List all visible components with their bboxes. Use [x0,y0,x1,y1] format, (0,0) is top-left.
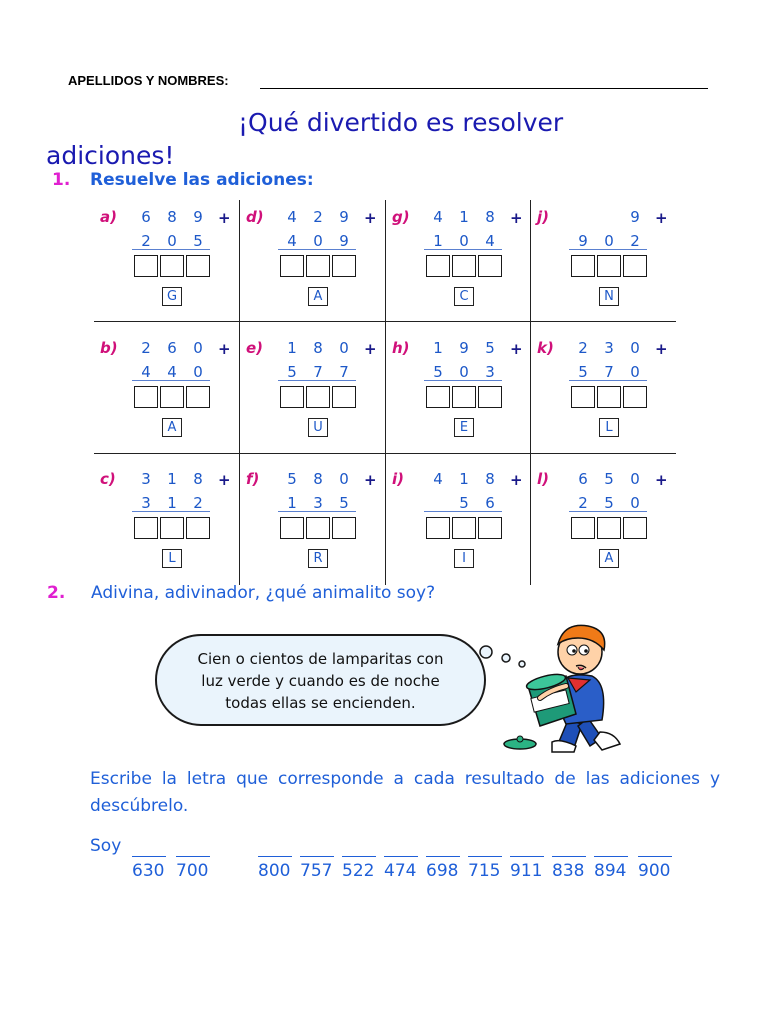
answer-blank[interactable] [342,838,376,857]
sum-line [424,380,502,381]
answer-blank[interactable] [510,838,544,857]
top-digit: 8 [167,208,177,226]
plus-sign: + [364,471,377,489]
code-letter: C [454,287,474,306]
top-digit: 1 [459,470,469,488]
problem-letter: h) [392,339,410,357]
addition-problem [240,462,385,590]
addition-problem [94,331,239,459]
answer-digit-box[interactable] [571,386,595,408]
result-number: 715 [468,861,501,881]
top-digit: 6 [167,339,177,357]
problem-letter: j) [537,208,549,226]
plus-sign: + [218,471,231,489]
bottom-digit: 5 [578,363,588,381]
top-digit: 9 [630,208,640,226]
top-digit: 8 [313,470,323,488]
answer-digit-box[interactable] [452,255,476,277]
answer-digit-box[interactable] [306,255,330,277]
bottom-digit: 7 [313,363,323,381]
sum-line [278,249,356,250]
answer-digit-box[interactable] [160,255,184,277]
top-digit: 2 [313,208,323,226]
addition-problem [240,200,385,328]
plus-sign: + [510,471,523,489]
answer-blank[interactable] [132,838,166,857]
bottom-digit: 0 [630,363,640,381]
answer-blank[interactable] [176,838,210,857]
result-number: 700 [176,861,209,881]
top-digit: 4 [287,208,297,226]
bottom-digit: 5 [433,363,443,381]
addition-problem [386,331,531,459]
problem-letter: a) [100,208,117,226]
bottom-digit: 1 [433,232,443,250]
riddle-speech-bubble [155,634,486,726]
bottom-digit: 7 [604,363,614,381]
bottom-digit: 7 [339,363,349,381]
section-1-number: 1. [52,170,71,190]
answer-digit-box[interactable] [134,255,158,277]
plus-sign: + [655,471,668,489]
sum-line [132,511,210,512]
code-letter: L [162,549,182,568]
bottom-digit: 5 [287,363,297,381]
answer-digit-box[interactable] [478,255,502,277]
top-digit: 5 [485,339,495,357]
top-digit: 6 [141,208,151,226]
problem-letter: i) [392,470,404,488]
problem-letter: f) [246,470,260,488]
result-number: 630 [132,861,165,881]
title-line-1: ¡Qué divertido es resolver [238,108,564,137]
code-letter: A [162,418,182,437]
bottom-digit: 2 [141,232,151,250]
result-number: 698 [426,861,459,881]
result-number: 757 [300,861,333,881]
top-digit: 8 [485,470,495,488]
answer-digit-box[interactable] [597,255,621,277]
bottom-digit: 0 [459,232,469,250]
top-digit: 5 [604,470,614,488]
top-digit: 0 [339,339,349,357]
answer-digit-box[interactable] [623,386,647,408]
answer-digit-box[interactable] [426,517,450,539]
top-digit: 4 [433,208,443,226]
top-digit: 9 [339,208,349,226]
plus-sign: + [655,209,668,227]
top-digit: 0 [630,470,640,488]
plus-sign: + [364,209,377,227]
code-letter: I [454,549,474,568]
top-digit: 2 [578,339,588,357]
addition-problem [386,200,531,328]
answer-digit-box[interactable] [280,386,304,408]
answer-digit-box[interactable] [452,386,476,408]
sum-line [569,380,647,381]
problem-letter: k) [537,339,554,357]
sum-line [424,249,502,250]
top-digit: 8 [313,339,323,357]
result-number: 474 [384,861,417,881]
bottom-digit: 4 [167,363,177,381]
section-2-text: Adivina, adivinador, ¿qué animalito soy? [91,583,436,603]
answer-blank[interactable] [552,838,586,857]
result-number: 894 [594,861,627,881]
bottom-digit: 4 [141,363,151,381]
addition-problem [531,331,676,459]
bottom-digit: 2 [193,494,203,512]
sum-line [569,511,647,512]
bottom-digit: 9 [578,232,588,250]
problem-letter: d) [246,208,264,226]
problem-letter: b) [100,339,118,357]
bottom-digit: 2 [578,494,588,512]
code-letter: L [599,418,619,437]
addition-problem [240,331,385,459]
sum-line [569,249,647,250]
answer-digit-box[interactable] [597,386,621,408]
riddle-line: luz verde y cuando es de noche [201,672,440,690]
bottom-digit: 6 [485,494,495,512]
top-digit: 1 [433,339,443,357]
problem-letter: g) [392,208,410,226]
answer-digit-box[interactable] [332,517,356,539]
answer-digit-box[interactable] [306,517,330,539]
top-digit: 3 [141,470,151,488]
addition-problem [386,462,531,590]
answer-digit-box[interactable] [332,255,356,277]
answer-blank[interactable] [384,838,418,857]
sum-line [278,511,356,512]
bottom-digit: 3 [313,494,323,512]
bottom-digit: 1 [167,494,177,512]
plus-sign: + [218,340,231,358]
bottom-digit: 3 [141,494,151,512]
code-letter: E [454,418,474,437]
answer-prefix: Soy [90,836,122,856]
bottom-digit: 0 [459,363,469,381]
sum-line [132,380,210,381]
boy-with-jar-illustration [470,620,640,760]
plus-sign: + [655,340,668,358]
addition-problem [531,200,676,328]
riddle-line: todas ellas se encienden. [225,694,416,712]
page-title [46,106,626,172]
result-number: 900 [638,861,671,881]
top-digit: 3 [604,339,614,357]
plus-sign: + [510,209,523,227]
top-digit: 2 [141,339,151,357]
section-2-number: 2. [47,583,66,603]
bottom-digit: 9 [339,232,349,250]
code-letter: R [308,549,328,568]
top-digit: 9 [193,208,203,226]
instruction-text: Escribe la letra que corresponde a cada resultado de las adiciones y descúbrelo. [90,769,720,816]
answer-digit-box[interactable] [623,517,647,539]
riddle-line: Cien o cientos de lamparitas con [197,650,444,668]
code-letter: A [599,549,619,568]
answer-digit-box[interactable] [134,517,158,539]
problem-letter: e) [246,339,264,357]
bottom-digit: 0 [604,232,614,250]
section-1-text: Resuelve las adiciones: [90,170,314,190]
top-digit: 4 [433,470,443,488]
top-digit: 0 [193,339,203,357]
answer-digit-box[interactable] [426,255,450,277]
answer-digit-box[interactable] [186,255,210,277]
name-label: APELLIDOS Y NOMBRES: [68,73,229,88]
answer-digit-box[interactable] [478,386,502,408]
bottom-digit: 0 [630,494,640,512]
code-letter: U [308,418,328,437]
bottom-digit: 3 [485,363,495,381]
answer-digit-box[interactable] [160,517,184,539]
answer-digit-box[interactable] [306,386,330,408]
code-letter: G [162,287,182,306]
bottom-digit: 5 [459,494,469,512]
top-digit: 8 [485,208,495,226]
addition-problem [94,200,239,328]
answer-digit-box[interactable] [571,255,595,277]
answer-digit-box[interactable] [478,517,502,539]
addition-problem [94,462,239,590]
addition-problem [531,462,676,590]
answer-blank[interactable] [594,838,628,857]
name-header [68,73,708,93]
bottom-digit: 0 [313,232,323,250]
answer-digit-box[interactable] [452,517,476,539]
plus-sign: + [510,340,523,358]
answer-digit-box[interactable] [571,517,595,539]
bottom-digit: 0 [167,232,177,250]
sum-line [132,249,210,250]
answer-digit-box[interactable] [134,386,158,408]
name-input-line[interactable] [260,88,708,89]
result-number: 838 [552,861,585,881]
answer-digit-box[interactable] [597,517,621,539]
answer-digit-box[interactable] [280,517,304,539]
problem-letter: c) [100,470,116,488]
title-line-2: adiciones! [46,141,175,170]
top-digit: 0 [339,470,349,488]
answer-digit-box[interactable] [332,386,356,408]
code-letter: N [599,287,619,306]
bottom-digit: 5 [339,494,349,512]
answer-blank[interactable] [258,838,292,857]
addition-grid [94,200,676,585]
bottom-digit: 2 [630,232,640,250]
top-digit: 9 [459,339,469,357]
bottom-digit: 5 [604,494,614,512]
result-number: 911 [510,861,543,881]
code-letter: A [308,287,328,306]
top-digit: 8 [193,470,203,488]
answer-digit-box[interactable] [426,386,450,408]
bottom-digit: 0 [193,363,203,381]
plus-sign: + [218,209,231,227]
sum-line [278,380,356,381]
result-number: 800 [258,861,291,881]
bottom-digit: 5 [193,232,203,250]
result-number: 522 [342,861,375,881]
answer-digit-box[interactable] [186,386,210,408]
sum-line [424,511,502,512]
answer-blank[interactable] [468,838,502,857]
bottom-digit: 4 [287,232,297,250]
answer-digit-box[interactable] [186,517,210,539]
top-digit: 6 [578,470,588,488]
answer-digit-box[interactable] [160,386,184,408]
answer-blank[interactable] [300,838,334,857]
problem-letter: l) [537,470,549,488]
top-digit: 1 [287,339,297,357]
top-digit: 0 [630,339,640,357]
plus-sign: + [364,340,377,358]
bottom-digit: 1 [287,494,297,512]
top-digit: 5 [287,470,297,488]
top-digit: 1 [167,470,177,488]
answer-digit-box[interactable] [623,255,647,277]
answer-blank[interactable] [638,838,672,857]
bottom-digit: 4 [485,232,495,250]
answer-blank[interactable] [426,838,460,857]
top-digit: 1 [459,208,469,226]
answer-digit-box[interactable] [280,255,304,277]
